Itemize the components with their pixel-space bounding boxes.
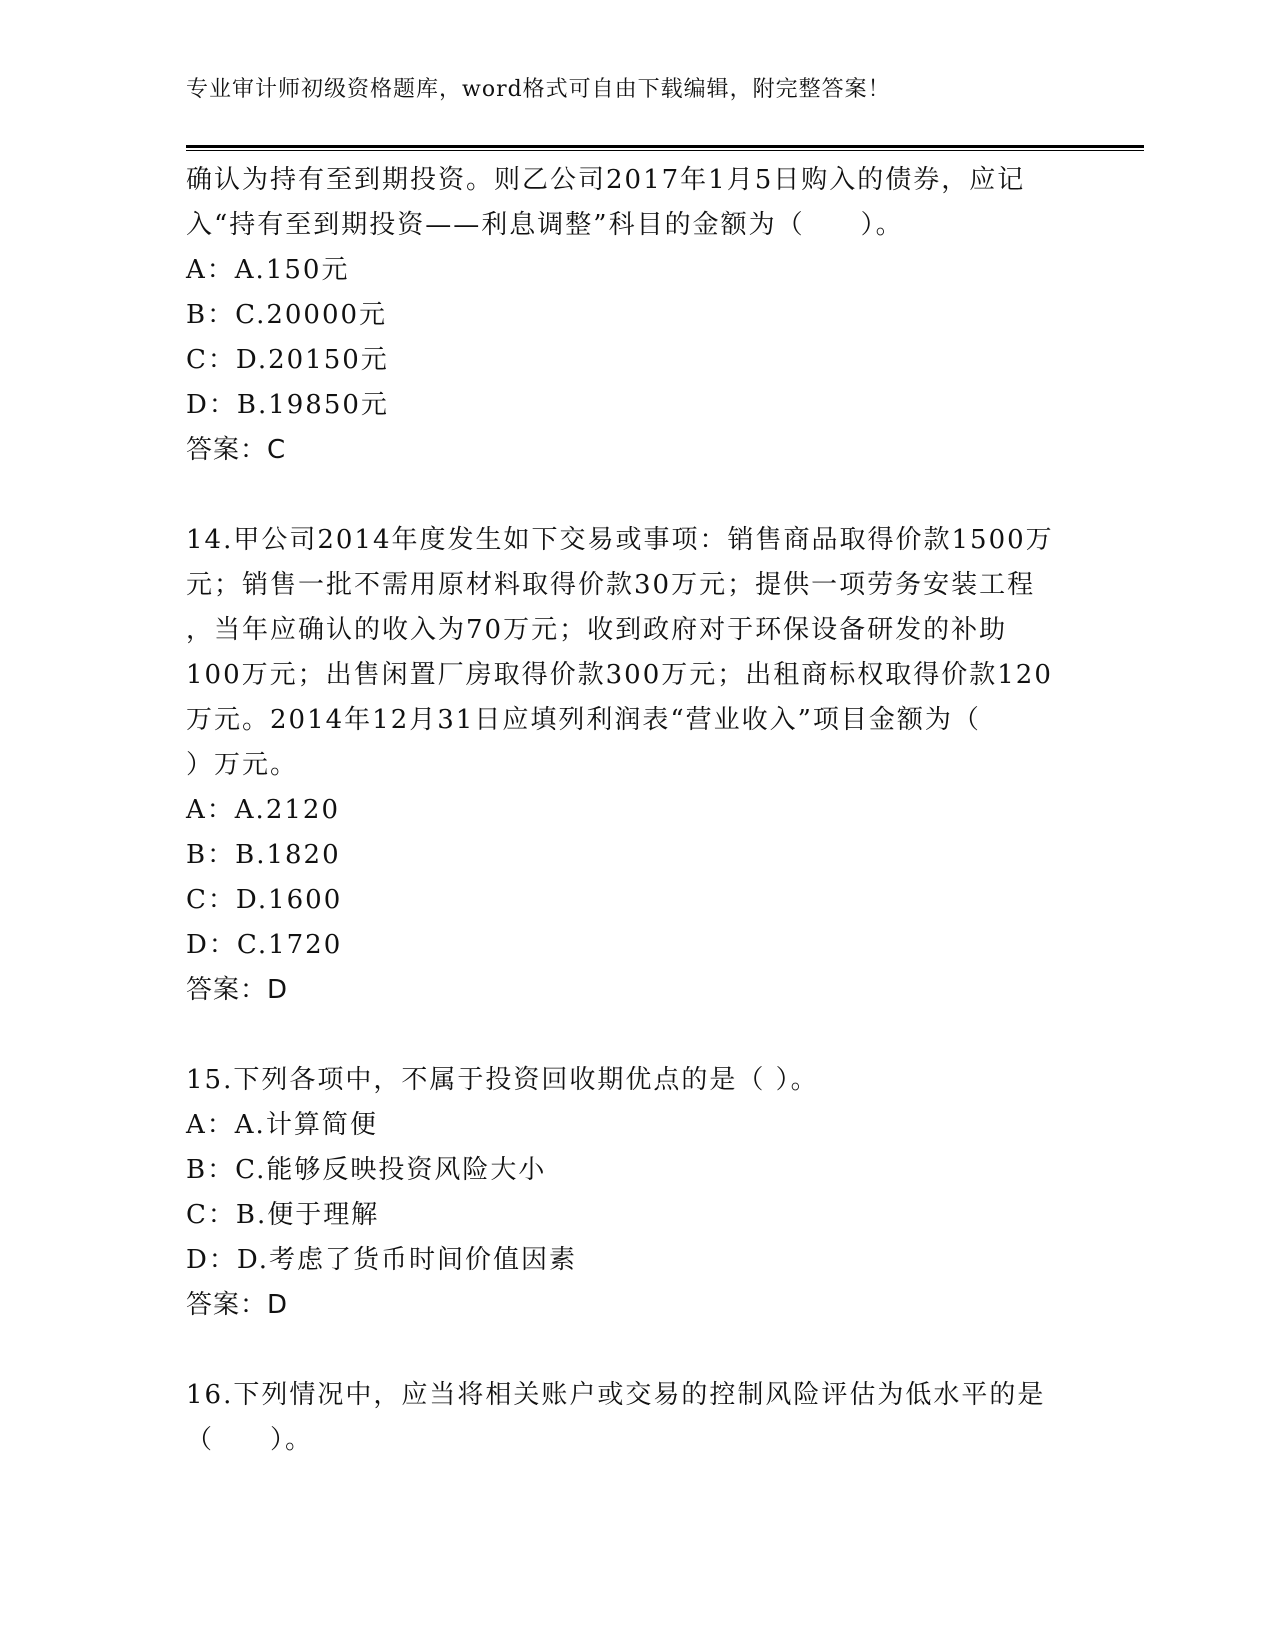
option-c: C：D.1600 bbox=[186, 885, 343, 915]
option-c: C：B.便于理解 bbox=[186, 1200, 380, 1230]
question-15 bbox=[186, 1058, 1086, 1328]
answer: 答案：C bbox=[186, 435, 287, 465]
option-d: D：D.考虑了货币时间价值因素 bbox=[186, 1245, 578, 1275]
question-13 bbox=[186, 158, 1086, 473]
spacer bbox=[186, 473, 1086, 518]
spacer bbox=[186, 1013, 1086, 1058]
header-rule-thick bbox=[186, 145, 1144, 148]
question-text-line: 100万元；出售闲置厂房取得价款300万元；出租商标权取得价款120 bbox=[186, 660, 1053, 690]
question-text-line: 万元。2014年12月31日应填列利润表“营业收入”项目金额为（ bbox=[186, 705, 981, 735]
spacer bbox=[186, 1328, 1086, 1373]
option-b: B：C.20000元 bbox=[186, 300, 388, 330]
option-b: B：B.1820 bbox=[186, 840, 341, 870]
answer: 答案：D bbox=[186, 1290, 289, 1320]
option-a: A：A.计算简便 bbox=[186, 1110, 378, 1140]
option-b: B：C.能够反映投资风险大小 bbox=[186, 1155, 547, 1185]
question-text-line: ）万元。 bbox=[186, 750, 299, 780]
question-text-line: 入“持有至到期投资——利息调整”科目的金额为（ ）。 bbox=[186, 210, 904, 240]
page-header: 专业审计师初级资格题库，word格式可自由下载编辑，附完整答案！ bbox=[186, 77, 891, 102]
question-text-line: 16.下列情况中，应当将相关账户或交易的控制风险评估为低水平的是 bbox=[186, 1380, 1046, 1410]
option-c: C：D.20150元 bbox=[186, 345, 389, 375]
question-16 bbox=[186, 1373, 1086, 1463]
option-d: D：C.1720 bbox=[186, 930, 343, 960]
question-14 bbox=[186, 518, 1086, 1013]
question-content bbox=[186, 158, 1086, 1463]
question-text-line: 元；销售一批不需用原材料取得价款30万元；提供一项劳务安装工程 bbox=[186, 570, 1036, 600]
answer: 答案：D bbox=[186, 975, 289, 1005]
question-text-line: ，当年应确认的收入为70万元；收到政府对于环保设备研发的补助 bbox=[186, 615, 1008, 645]
option-d: D：B.19850元 bbox=[186, 390, 389, 420]
question-text-line: 确认为持有至到期投资。则乙公司2017年1月5日购入的债券，应记 bbox=[186, 165, 1026, 195]
option-a: A：A.150元 bbox=[186, 255, 350, 285]
question-text-line: 14.甲公司2014年度发生如下交易或事项：销售商品取得价款1500万 bbox=[186, 525, 1054, 555]
header-rule-thin bbox=[186, 150, 1144, 151]
option-a: A：A.2120 bbox=[186, 795, 340, 825]
question-text-line: （ ）。 bbox=[186, 1425, 314, 1455]
question-text-line: 15.下列各项中，不属于投资回收期优点的是（ ）。 bbox=[186, 1065, 819, 1095]
